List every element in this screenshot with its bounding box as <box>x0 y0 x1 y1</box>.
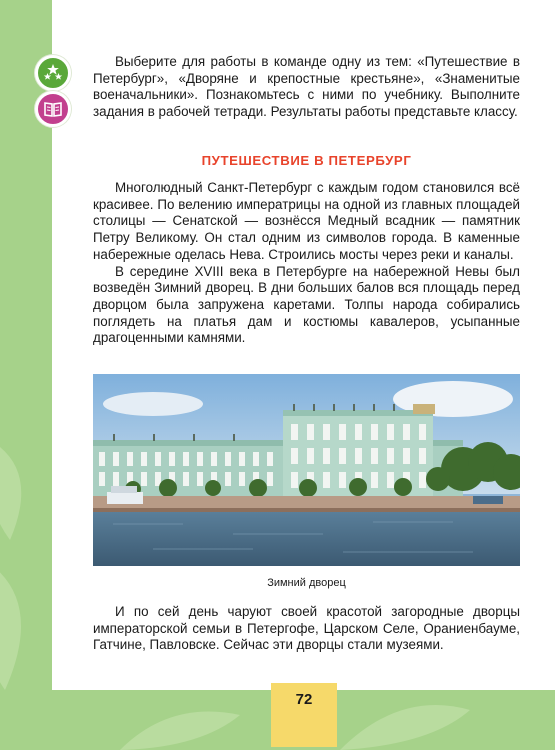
workbook-icon <box>35 91 71 127</box>
paragraph-2: В середине XVIII века в Петербурге на набережной Невы был возведён Зимний дворец. В дни больших балов вся площадь перед дворцом была запружена каретами. Толпы народа собирались поглядеть на платья дам и костюмы кавалеров, усыпанные драгоценными камнями. <box>93 263 520 346</box>
body-text <box>93 180 520 347</box>
winter-palace-photo <box>93 374 520 566</box>
section-title: ПУТЕШЕСТВИЕ В ПЕТЕРБУРГ <box>201 153 412 168</box>
page-number: 72 <box>295 691 313 708</box>
team-work-icon <box>35 55 71 91</box>
paragraph-3: И по сей день чаруют своей красотой загородные дворцы императорской семьи в Петергофе, Царском Селе, Ораниенбауме, Гатчине, Павловске. Сейчас эти дворцы стали музеями. <box>93 604 520 653</box>
photo-caption: Зимний дворец <box>267 577 346 589</box>
final-text <box>93 604 520 654</box>
assignment-paragraph: Выберите для работы в команде одну из тем: «Путешествие в Петербург», «Дворяне и крепостные крестьяне», «Знаменитые военачальники». Познакомьтесь с ними по учебнику. Выполните задания в рабочей тетради. Результаты работы представьте классу. <box>93 54 520 120</box>
paragraph-1: Многолюдный Санкт-Петербург с каждым годом становился всё красивее. По велению императрицы на одной из главных площадей столицы — Сенатской — вознёсся Медный всадник — памятник Петру Великому. Он стал одним из символов города. В каменные набережные оделась Нева. Строились мосты через реки и каналы. <box>93 180 520 262</box>
